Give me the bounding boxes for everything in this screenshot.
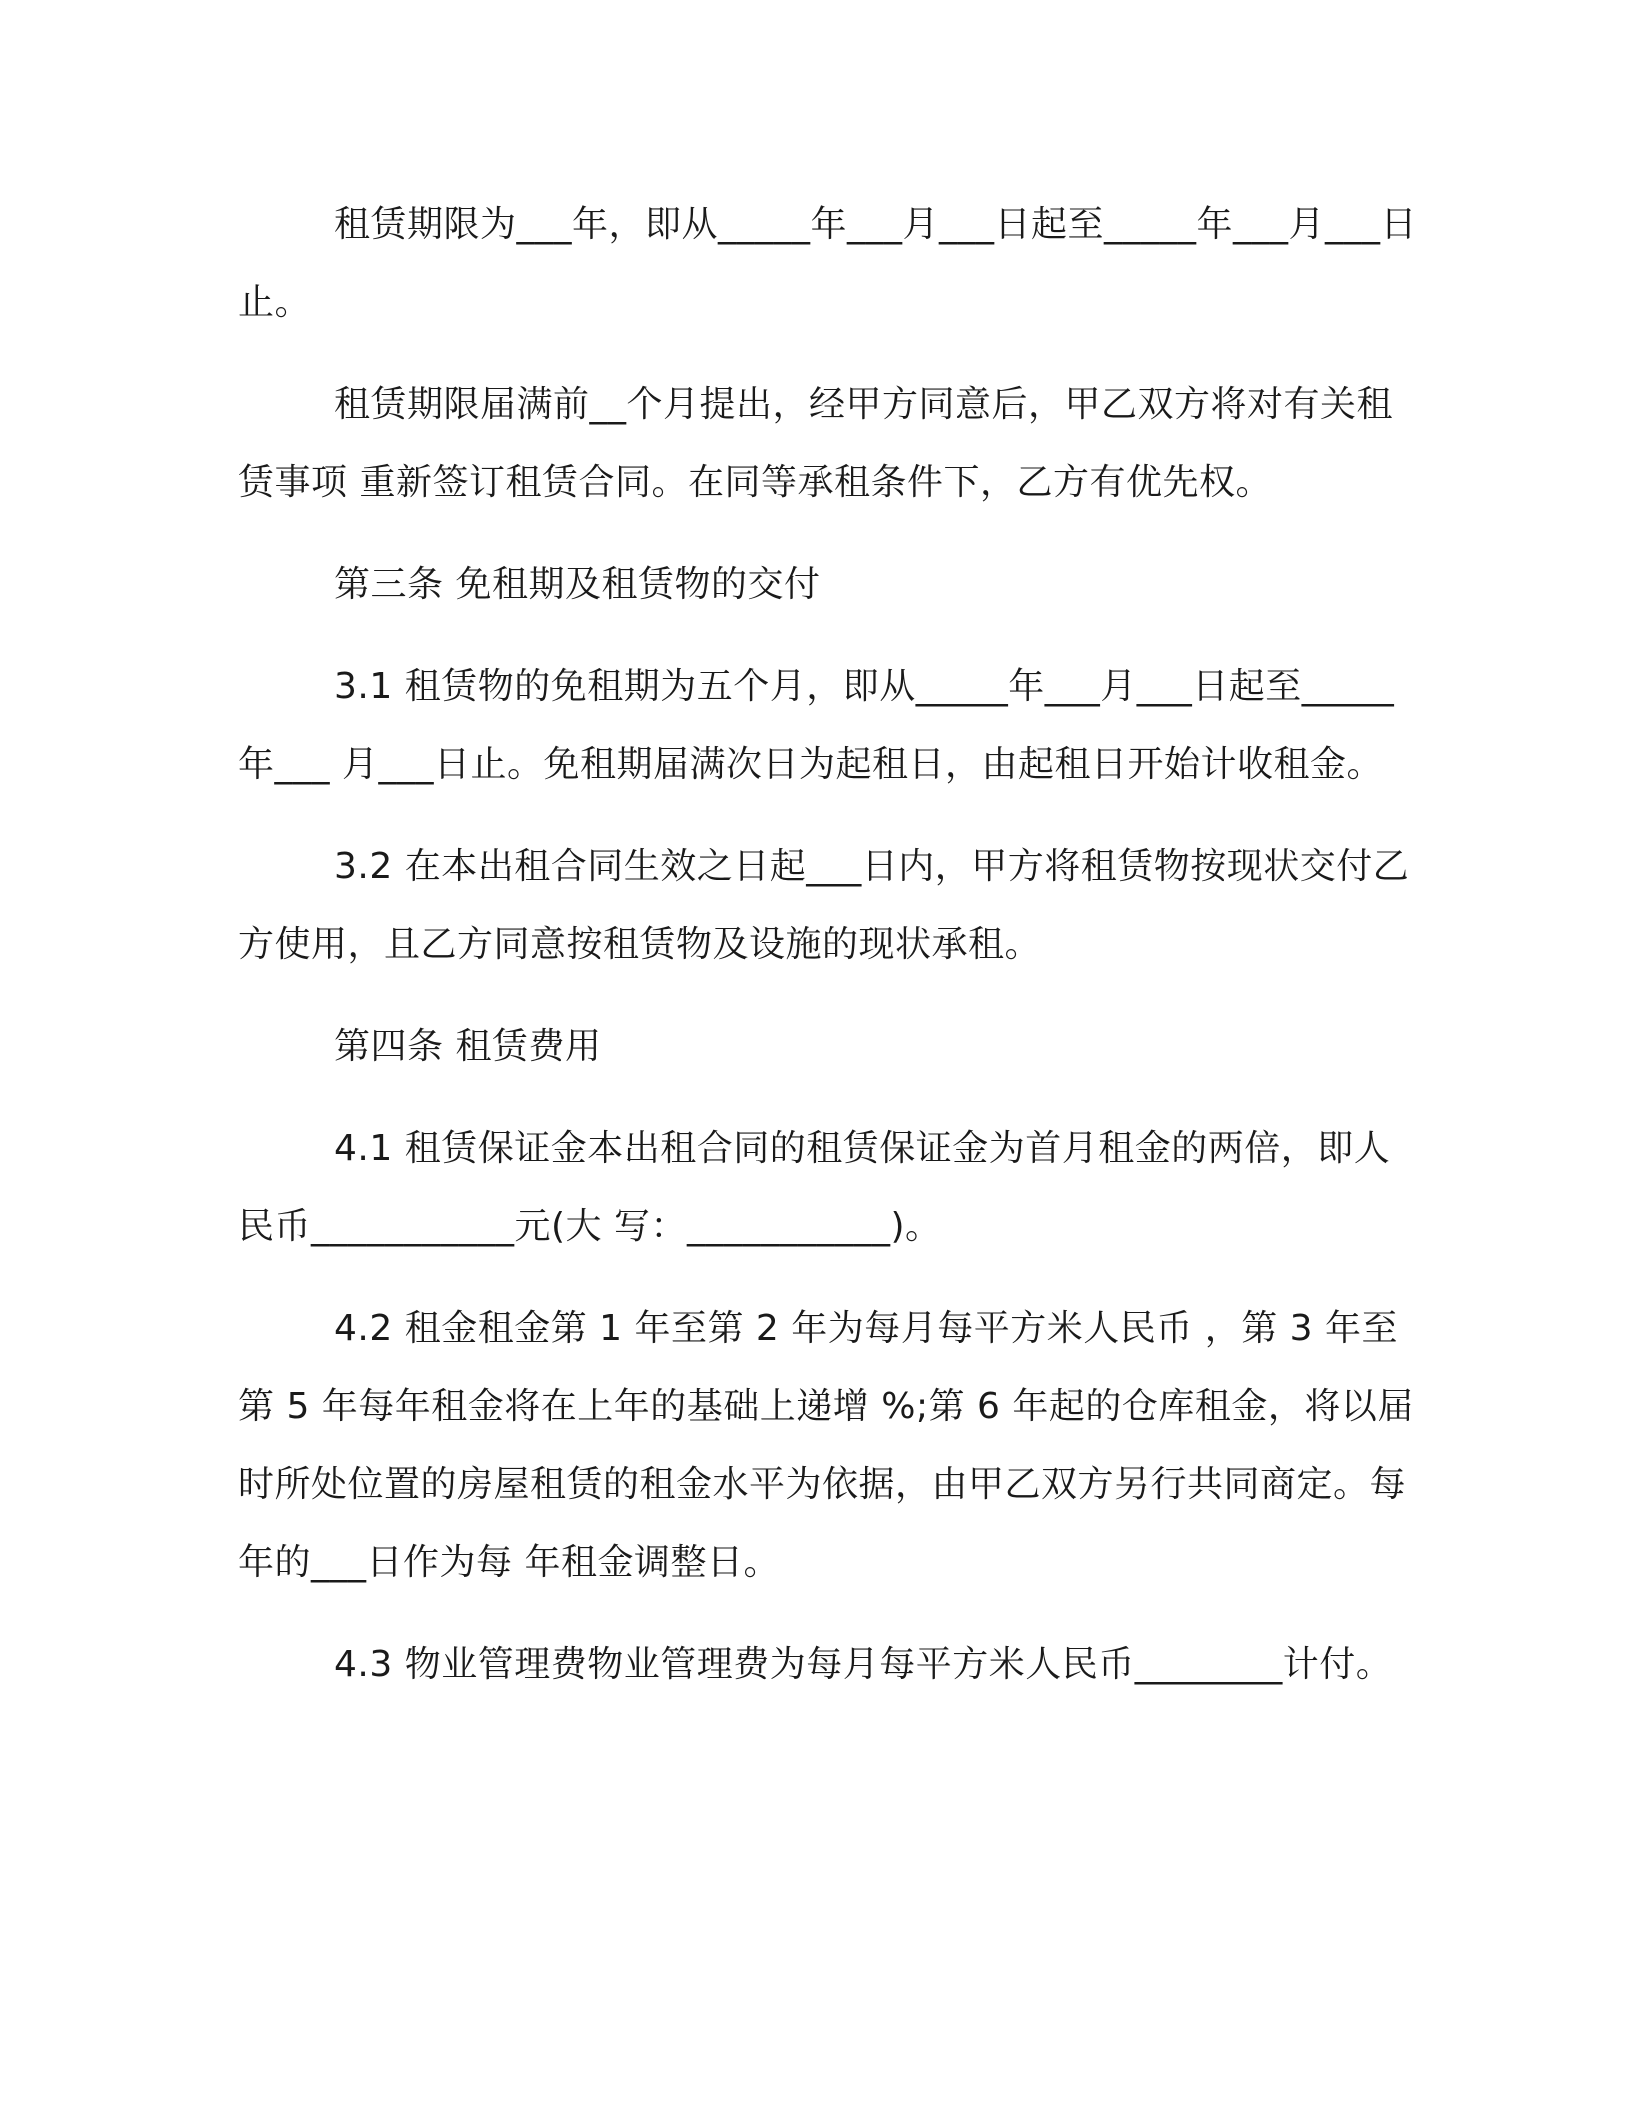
- clause-3-1: 3.1 租赁物的免租期为五个月，即从_____年___月___日起至_____年___ 月___日止。免租期届满次日为起租日，由起租日开始计收租金。: [238, 666, 1395, 785]
- clause-4-2: 4.2 租金租金第 1 年至第 2 年为每月每平方米人民币 ，第 3 年至第 5 年每年租金将在上年的基础上递增 %;第 6 年起的仓库租金，将以届时所处位置的房屋租赁的租金水平为依据，由甲乙双方另行共同商定。每年的___日作为每 年租金调整日。: [238, 1308, 1414, 1583]
- clause-3-2: 3.2 在本出租合同生效之日起___日内，甲方将租赁物按现状交付乙方使用，且乙方同意按租赁物及设施的现状承租。: [238, 846, 1410, 965]
- paragraph-renewal: 租赁期限届满前__个月提出，经甲方同意后，甲乙双方将对有关租赁事项 重新签订租赁合同。在同等承租条件下，乙方有优先权。: [238, 384, 1394, 503]
- article-4-heading: 第四条 租赁费用: [334, 1026, 602, 1067]
- article-3-heading: 第三条 免租期及租赁物的交付: [334, 564, 821, 605]
- paragraph-lease-term: 租赁期限为___年，即从_____年___月___日起至_____年___月___日 止。: [238, 204, 1429, 323]
- clause-4-3: 4.3 物业管理费物业管理费为每月每平方米人民币________计付。: [334, 1644, 1393, 1685]
- clause-4-1: 4.1 租赁保证金本出租合同的租赁保证金为首月租金的两倍，即人民币___________元(大 写：___________)。: [238, 1128, 1391, 1247]
- document-body: [238, 186, 1429, 1728]
